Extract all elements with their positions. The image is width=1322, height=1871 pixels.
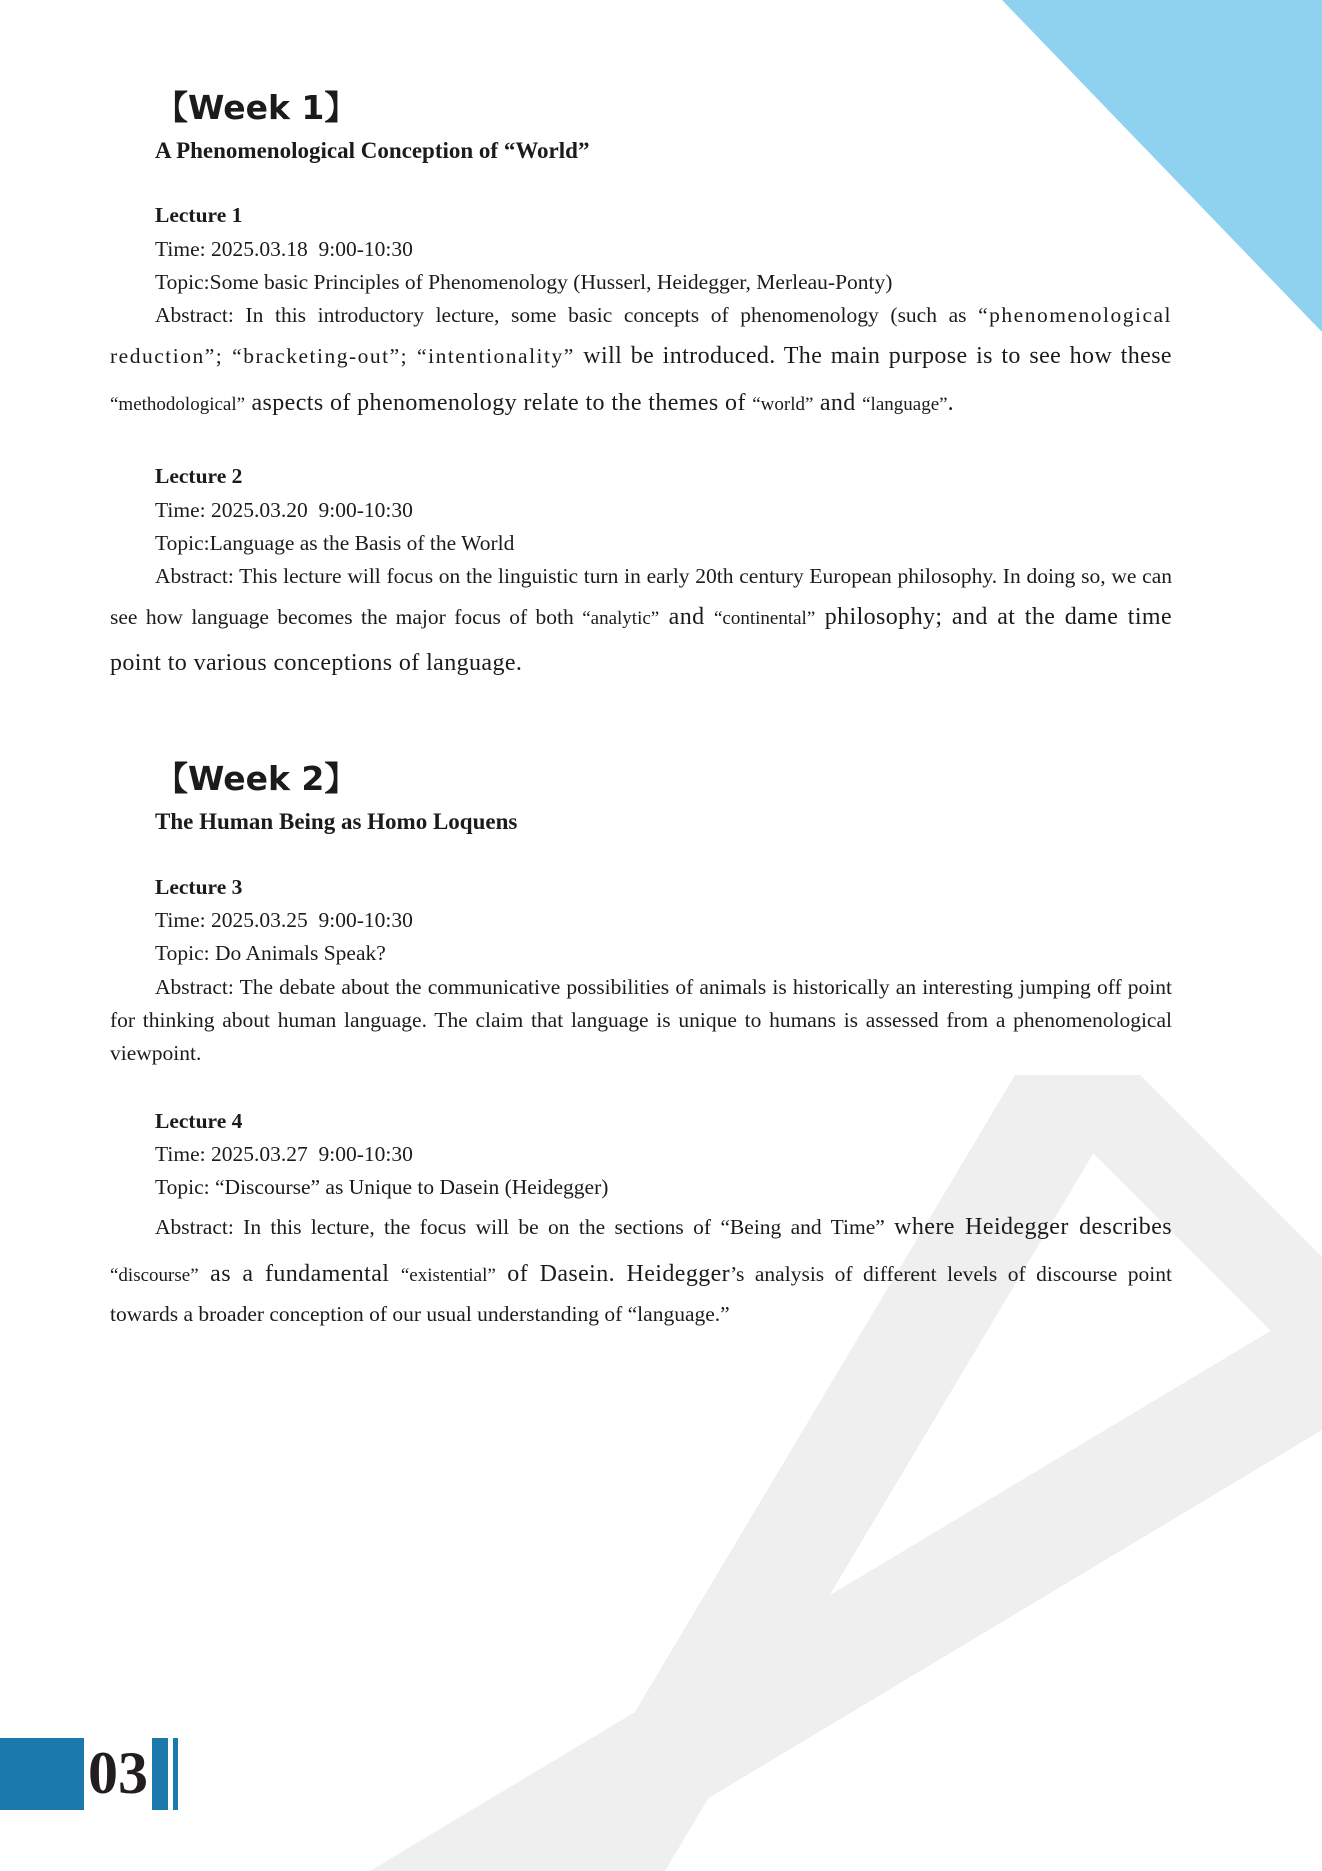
lecture-4-title: Lecture 4 <box>155 1108 243 1133</box>
week-2-heading: 【Week 2】 <box>155 759 358 799</box>
lecture-2-time: Time: 2025.03.20 9:00-10:30 <box>155 497 413 522</box>
week-1-heading: 【Week 1】 <box>155 88 358 127</box>
lecture-3 <box>110 871 1172 1071</box>
week-1-subtitle: A Phenomenological Conception of “World” <box>155 137 590 163</box>
lecture-3-topic: Topic: Do Animals Speak? <box>155 941 386 966</box>
week-section-1 <box>110 88 1172 687</box>
lecture-4 <box>110 1105 1172 1332</box>
lecture-4-time: Time: 2025.03.27 9:00-10:30 <box>155 1141 413 1166</box>
lecture-2-abstract: Abstract: This lecture will focus on the linguistic turn in early 20th century European philosophy. In doing so, we can see how language becomes the major focus of both “analytic” and “continental” philosophy; and at the dame time point to various conceptions of language. <box>110 564 1173 677</box>
lecture-3-abstract: Abstract: The debate about the communicative possibilities of animals is historically an interesting jumping off point for thinking about human language. The claim that language is unique to humans is assessed from a phenomenological viewpoint. <box>110 974 1172 1066</box>
page-footer <box>0 1738 178 1810</box>
lecture-3-time: Time: 2025.03.25 9:00-10:30 <box>155 907 413 932</box>
lecture-4-topic: Topic: “Discourse” as Unique to Dasein (Heidegger) <box>155 1175 609 1200</box>
page-number-block <box>0 1738 84 1810</box>
accent-bar-thin <box>173 1738 178 1810</box>
week-section-2 <box>110 759 1172 1331</box>
page-number: 03 <box>88 1740 148 1806</box>
lecture-1-topic: Topic:Some basic Principles of Phenomenology (Husserl, Heidegger, Merleau-Ponty) <box>155 270 893 295</box>
lecture-3-title: Lecture 3 <box>155 874 243 899</box>
lecture-1-time: Time: 2025.03.18 9:00-10:30 <box>155 236 413 261</box>
lecture-2-topic: Topic:Language as the Basis of the World <box>155 530 515 555</box>
week-2-subtitle: The Human Being as Homo Loquens <box>155 808 518 834</box>
lecture-2-title: Lecture 2 <box>155 464 243 489</box>
lecture-2 <box>110 460 1172 687</box>
lecture-4-abstract: Abstract: In this lecture, the focus will be on the sections of “Being and Time” where Heidegger describes “discourse” as a fundamental “existential” of Dasein. Heidegger’s analysis of different levels of discourse point towards a broader conception of our usual understanding of “language.” <box>110 1214 1173 1327</box>
lecture-1-abstract: Abstract: In this introductory lecture, some basic concepts of phenomenology (such as “phenomenological reduction”; “bracketing-out”; “intentionality” will be introduced. The main purpose is to see how these “methodological” aspects of phenomenology relate to the themes of “world” and “language”. <box>110 303 1172 416</box>
lecture-1 <box>110 199 1172 426</box>
lecture-1-title: Lecture 1 <box>155 203 243 228</box>
document-content <box>110 88 1172 1331</box>
accent-bar-thick <box>152 1738 168 1810</box>
